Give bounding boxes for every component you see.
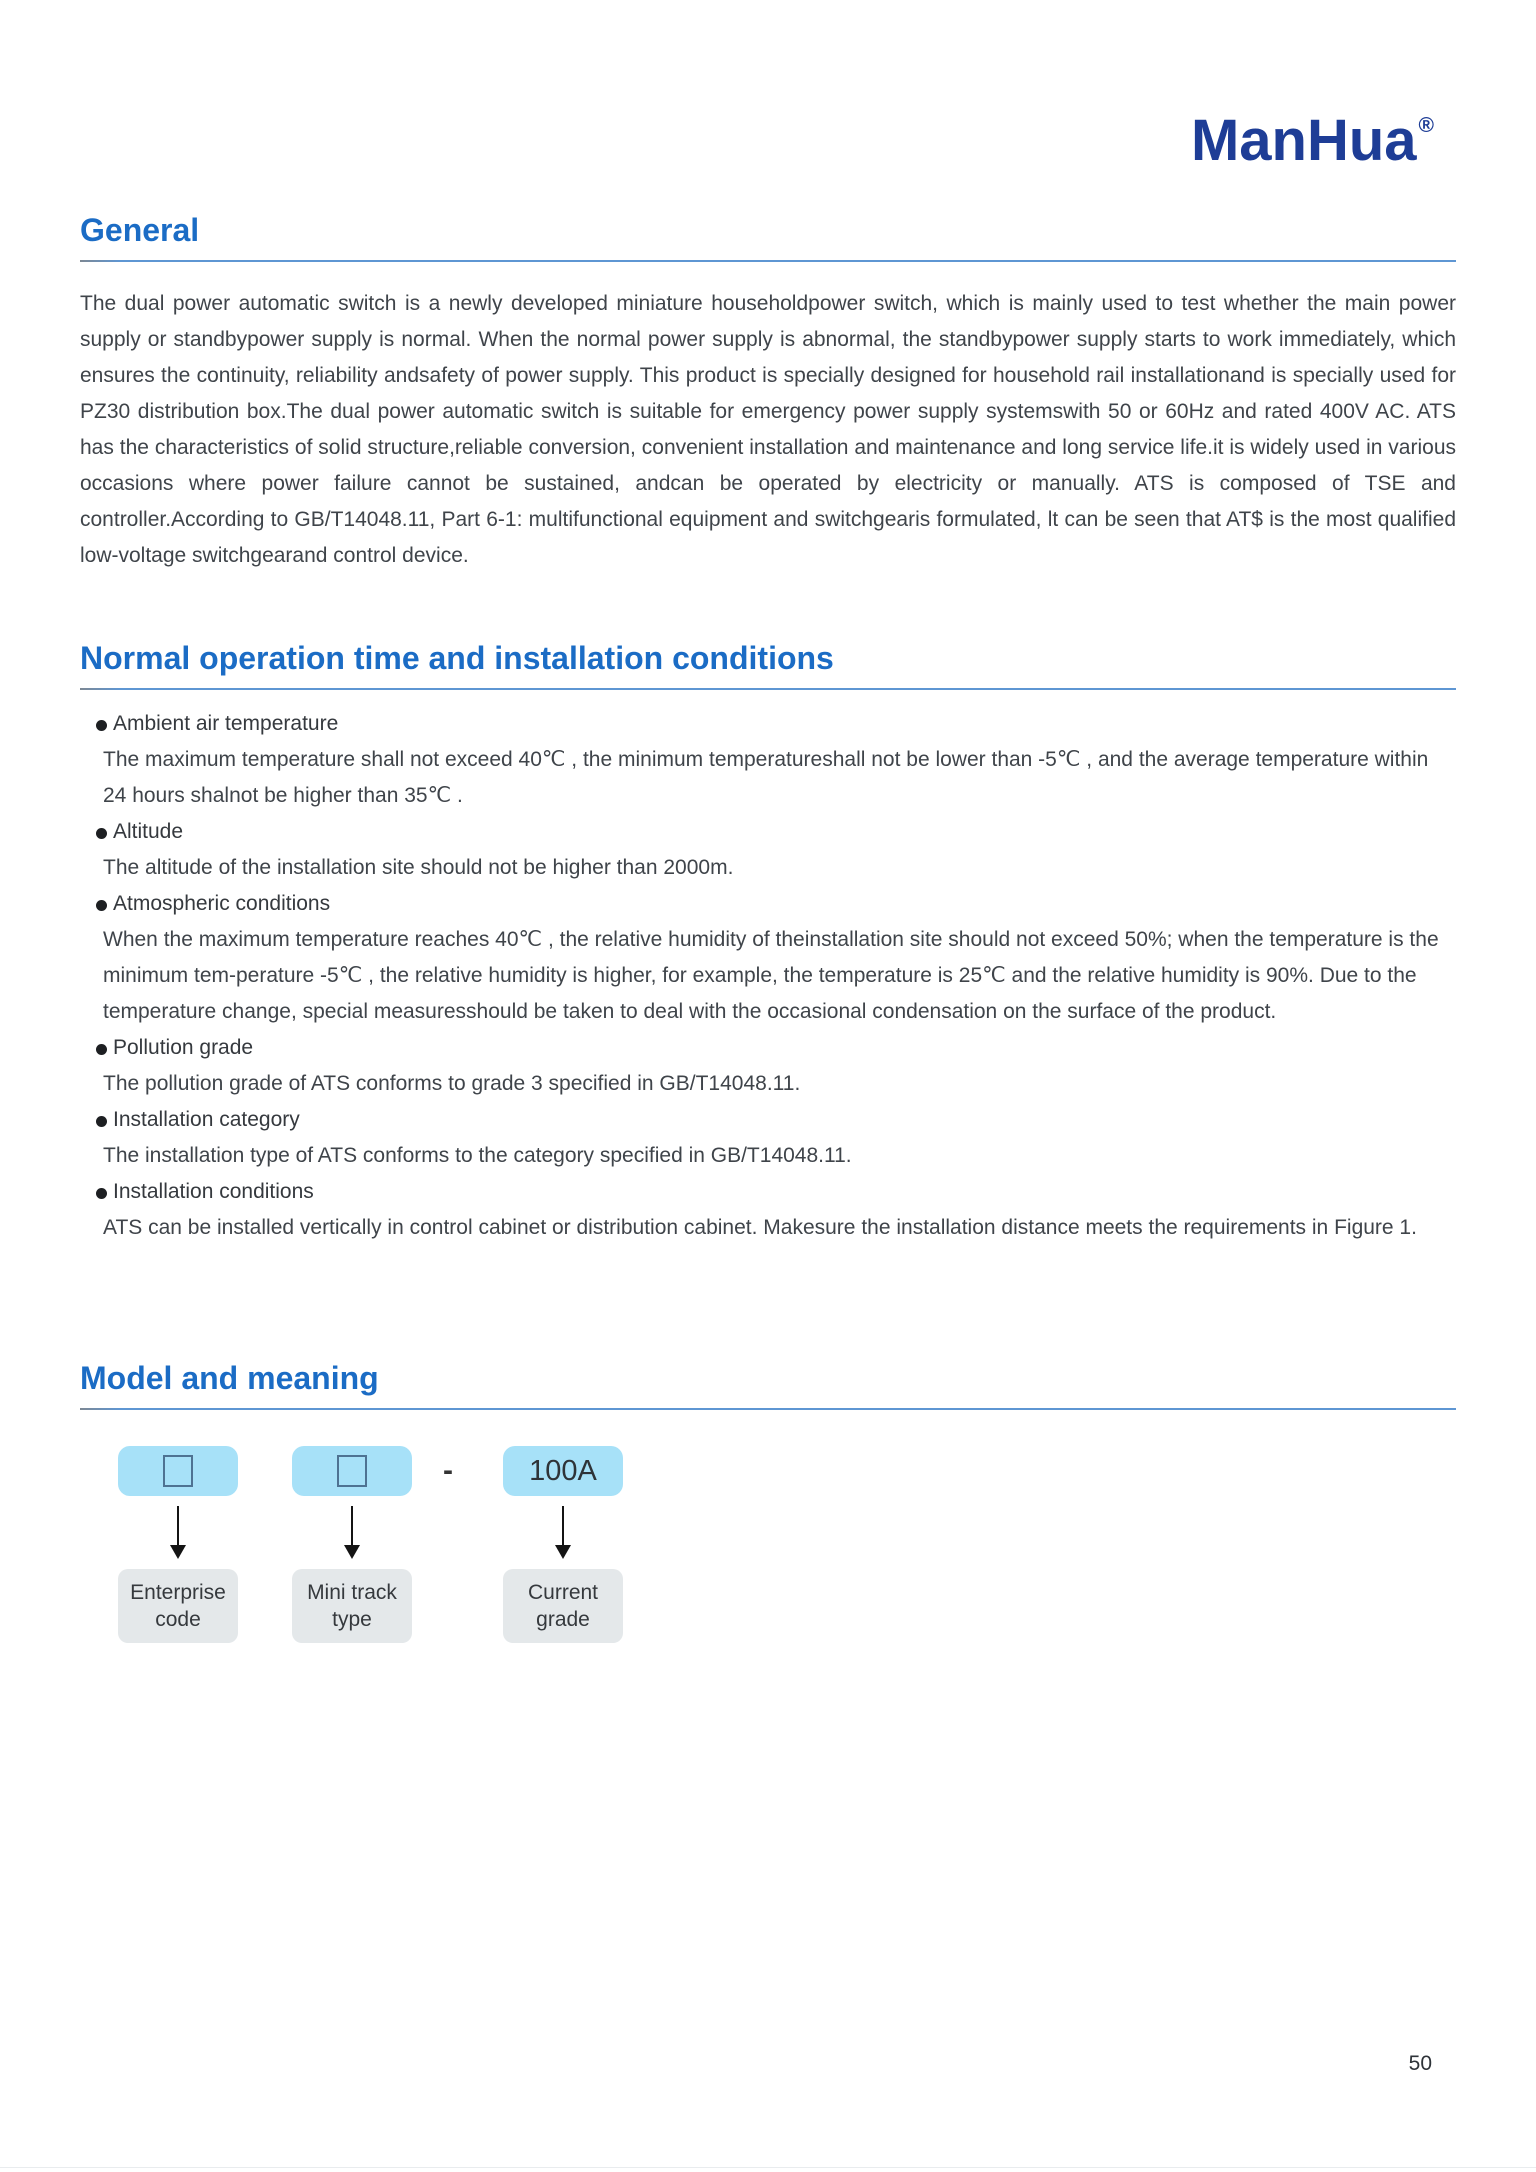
section-divider — [80, 260, 1456, 262]
condition-label-row — [96, 1174, 1456, 1210]
bullet-dot-icon — [96, 828, 107, 839]
condition-item — [80, 814, 1456, 886]
condition-desc: When the maximum temperature reaches 40℃ , the relative humidity of theinstallation site should not exceed 50%; when the temperature is the minimum tem-perature -5℃ , the relative humidity is higher, for example, the temperature is 25℃ and the relative humidity is 90%. Due to the temperature change, special measuresshould be taken to deal with the occasional condensation on the surface of the product. — [103, 928, 1439, 1023]
model-diagram — [80, 1446, 1456, 1661]
condition-label: Ambient air temperature — [113, 712, 339, 735]
placeholder-square-icon — [337, 1455, 367, 1487]
condition-item — [80, 706, 1456, 814]
condition-desc: The installation type of ATS conforms to the category specified in GB/T14048.11. — [103, 1144, 852, 1167]
condition-item — [80, 886, 1456, 1030]
model-label-box: Enterprise code — [118, 1569, 238, 1643]
model-label-box: Current grade — [503, 1569, 623, 1643]
condition-label-row — [96, 1102, 1456, 1138]
section-general — [80, 210, 1456, 574]
condition-label: Installation conditions — [113, 1180, 314, 1203]
conditions-title: Normal operation time and installation conditions — [80, 640, 834, 676]
section-conditions — [80, 638, 1456, 1246]
condition-label-row — [96, 814, 1456, 850]
down-arrow-icon — [562, 1506, 564, 1554]
condition-label-row — [96, 1030, 1456, 1066]
model-column-mini-track-type — [292, 1446, 412, 1643]
section-divider — [80, 688, 1456, 690]
model-separator: - — [443, 1454, 453, 1487]
condition-desc: The maximum temperature shall not exceed 40℃ , the minimum temperatureshall not be lower than -5℃ , and the average temperature within 24 hours shalnot be higher than 35℃ . — [103, 748, 1429, 807]
condition-label-row — [96, 886, 1456, 922]
model-label-box: Mini track type — [292, 1569, 412, 1643]
condition-label: Installation category — [113, 1108, 300, 1131]
model-title: Model and meaning — [80, 1360, 379, 1396]
general-title: General — [80, 212, 200, 248]
model-code-box — [292, 1446, 412, 1496]
brand-name: ManHua — [1190, 108, 1417, 173]
bullet-dot-icon — [96, 1116, 107, 1127]
condition-desc: The pollution grade of ATS conforms to grade 3 specified in GB/T14048.11. — [103, 1072, 801, 1095]
condition-desc: The altitude of the installation site should not be higher than 2000m. — [103, 856, 734, 879]
model-column-enterprise-code — [118, 1446, 238, 1643]
condition-label: Atmospheric conditions — [113, 892, 331, 915]
model-box-value: 100A — [529, 1454, 597, 1487]
model-column-current-grade — [503, 1446, 623, 1643]
registered-mark-icon: ® — [1418, 114, 1434, 137]
condition-item — [80, 1102, 1456, 1174]
model-code-box — [118, 1446, 238, 1496]
section-divider — [80, 1408, 1456, 1410]
general-body: The dual power automatic switch is a newly developed miniature householdpower switch, which is mainly used to test whether the main power supply or standbypower supply is normal. When the normal power supply is abnormal, the standbypower supply starts to work immediately, which ensures the continuity, reliability andsafety of power supply. This product is specially designed for household rail installationand is specially used for PZ30 distribution box.The dual power automatic switch is suitable for emergency power supply systemswith 50 or 60Hz and rated 400V AC. ATS has the characteristics of solid structure,reliable conversion, convenient installation and maintenance and long service life.it is widely used in various occasions where power failure cannot be sustained, andcan be operated by electricity or manually. ATS is composed of TSE and controller.According to GB/T14048.11, Part 6-1: multifunctional equipment and switchgearis formulated, lt can be seen that AT$ is the most qualified low-voltage switchgearand control device. — [80, 292, 1456, 567]
down-arrow-icon — [177, 1506, 179, 1554]
condition-item — [80, 1030, 1456, 1102]
bullet-dot-icon — [96, 720, 107, 731]
model-code-box — [503, 1446, 623, 1496]
page-number: 50 — [1408, 2052, 1432, 2075]
bullet-dot-icon — [96, 1188, 107, 1199]
down-arrow-icon — [351, 1506, 353, 1554]
conditions-list — [80, 706, 1456, 1246]
page-bottom-divider — [0, 2167, 1536, 2168]
page-content — [80, 0, 1456, 1661]
section-model — [80, 1358, 1456, 1661]
bullet-dot-icon — [96, 900, 107, 911]
condition-label: Pollution grade — [113, 1036, 254, 1059]
condition-label: Altitude — [113, 820, 184, 843]
condition-label-row — [96, 706, 1456, 742]
condition-item — [80, 1174, 1456, 1246]
placeholder-square-icon — [163, 1455, 193, 1487]
condition-desc: ATS can be installed vertically in control cabinet or distribution cabinet. Makesure the installation distance meets the requirements in Figure 1. — [103, 1216, 1417, 1239]
bullet-dot-icon — [96, 1044, 107, 1055]
